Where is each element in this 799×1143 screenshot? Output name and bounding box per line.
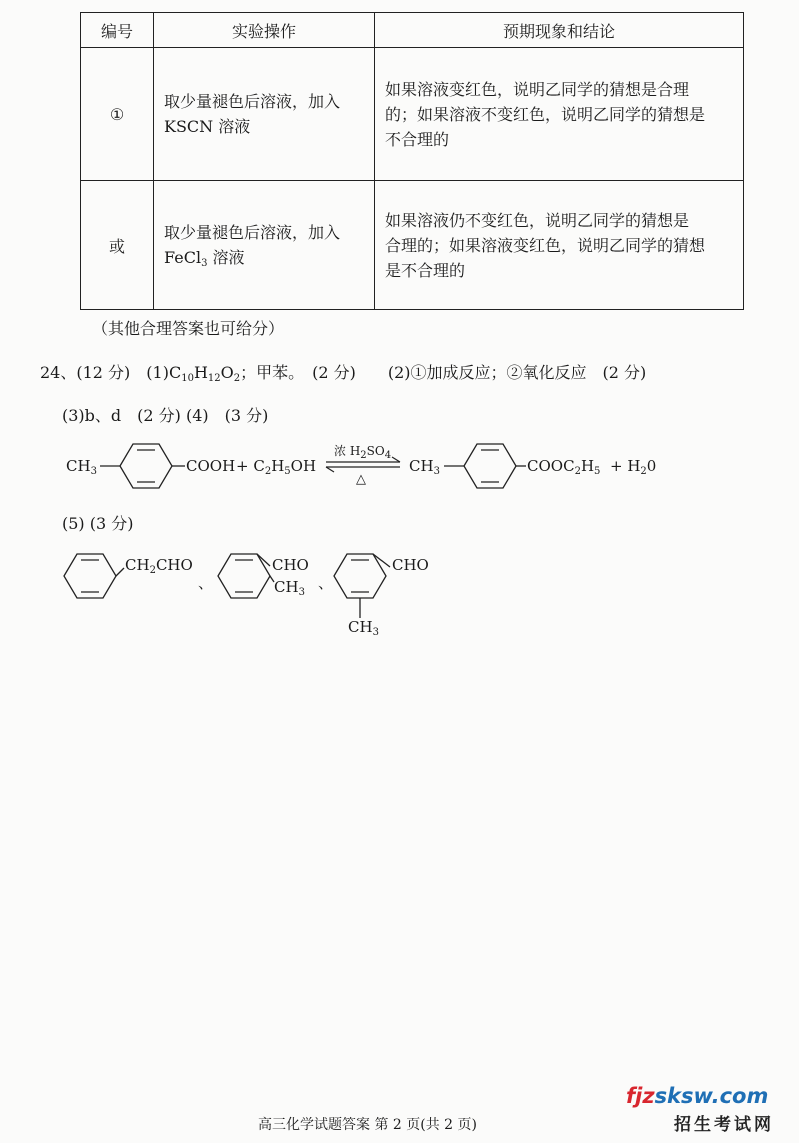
site-logo-chinese: 招生考试网 xyxy=(674,1115,774,1135)
formula-sub: 2 xyxy=(149,565,156,576)
text: CH xyxy=(125,556,150,574)
benzene-ring xyxy=(64,554,124,598)
text: CHO xyxy=(155,556,193,574)
q24-part5: (5) (3 分) xyxy=(62,514,134,533)
benzene-ring xyxy=(444,444,526,488)
formula-sub: 5 xyxy=(594,466,601,477)
isomer-b-cho: CHO xyxy=(272,556,309,574)
separator: 、 xyxy=(198,574,214,592)
header-operation: 实验操作 xyxy=(154,13,375,48)
note-text: （其他合理答案也可给分） xyxy=(92,319,285,338)
row-number: ① xyxy=(81,48,154,181)
row-number: 或 xyxy=(81,181,154,310)
q24-head: 24、(12 分) (1)C xyxy=(40,363,182,382)
text: + H xyxy=(610,457,641,475)
q24-after: ；甲苯。 (2 分) (2)①加成反应；②氧化反应 (2 分) xyxy=(240,363,647,382)
isomer-b-ch3 xyxy=(274,578,305,596)
benzene-ring xyxy=(334,554,390,618)
formula-sub: 3 xyxy=(433,466,440,477)
text: + C xyxy=(236,457,265,475)
res-line: 是不合理的 xyxy=(385,260,466,280)
ethanol-label xyxy=(236,457,316,475)
cooh-label: COOH xyxy=(186,457,236,475)
formula-sub: 2 xyxy=(574,466,581,477)
isomer-c-ch3 xyxy=(348,618,379,636)
text: CH xyxy=(274,578,299,596)
formula-sub: 2 xyxy=(233,373,241,384)
formula-sub: 2 xyxy=(264,466,272,477)
condition-top xyxy=(334,442,391,459)
res-line: 的；如果溶液不变红色，说明乙同学的猜想是 xyxy=(385,104,706,124)
formula-sub: 2 xyxy=(640,466,647,477)
page-footer: 高三化学试题答案 第 2 页(共 2 页) xyxy=(258,1117,477,1133)
text: CH xyxy=(66,457,91,475)
methyl-label xyxy=(66,457,97,475)
formula-part: 溶液 xyxy=(207,248,245,267)
logo-part: .com xyxy=(711,1084,769,1108)
benzene-ring xyxy=(218,554,274,598)
logo-part: sksw xyxy=(654,1084,712,1108)
header-number: 编号 xyxy=(81,13,154,48)
formula-sub: 3 xyxy=(90,466,97,477)
res-line: 如果溶液变红色，说明乙同学的猜想是合理 xyxy=(385,79,690,99)
formula-part: O xyxy=(220,363,234,382)
header-result: 预期现象和结论 xyxy=(375,13,744,48)
ester-label xyxy=(527,457,600,475)
res-line: 合理的；如果溶液变红色，说明乙同学的猜想 xyxy=(385,235,706,255)
equation-structures xyxy=(0,0,799,520)
res-line: 如果溶液仍不变红色，说明乙同学的猜想是 xyxy=(385,210,690,230)
text: H xyxy=(271,457,285,475)
formula-sub: 3 xyxy=(201,258,208,269)
text: COOC xyxy=(527,457,575,475)
formula-part: H xyxy=(193,363,208,382)
op-line: KSCN 溶液 xyxy=(164,117,251,136)
text: H xyxy=(580,457,595,475)
text: 0 xyxy=(646,457,657,475)
text: CH xyxy=(348,618,373,636)
formula-sub: 3 xyxy=(372,627,379,638)
benzene-ring xyxy=(100,444,185,488)
op-line: 取少量褪色后溶液，加入 xyxy=(164,223,341,242)
formula-sub: 12 xyxy=(207,373,221,384)
separator: 、 xyxy=(318,574,334,592)
isomer-a-label xyxy=(125,556,193,574)
text: OH xyxy=(290,457,317,475)
site-logo xyxy=(626,1084,768,1108)
condition-heat: △ xyxy=(356,472,366,487)
formula-sub: 2 xyxy=(360,450,367,461)
formula-part: FeCl xyxy=(164,248,202,267)
q24-part3: (3)b、d (2 分) (4) (3 分) xyxy=(62,406,269,425)
product-methyl xyxy=(409,457,440,475)
text: CH xyxy=(409,457,434,475)
formula-sub: 3 xyxy=(298,587,305,598)
formula-sub: 5 xyxy=(284,466,291,477)
res-line: 不合理的 xyxy=(385,129,450,149)
op-line: 取少量褪色后溶液，加入 xyxy=(164,92,341,111)
formula-sub: 10 xyxy=(181,373,194,384)
isomer-drawings xyxy=(0,520,799,650)
isomer-c-cho: CHO xyxy=(392,556,429,574)
logo-part: fjz xyxy=(626,1084,655,1108)
formula-sub: 4 xyxy=(384,450,392,461)
text: 浓 H xyxy=(334,444,361,458)
text: SO xyxy=(366,444,385,458)
water-label xyxy=(610,457,656,475)
